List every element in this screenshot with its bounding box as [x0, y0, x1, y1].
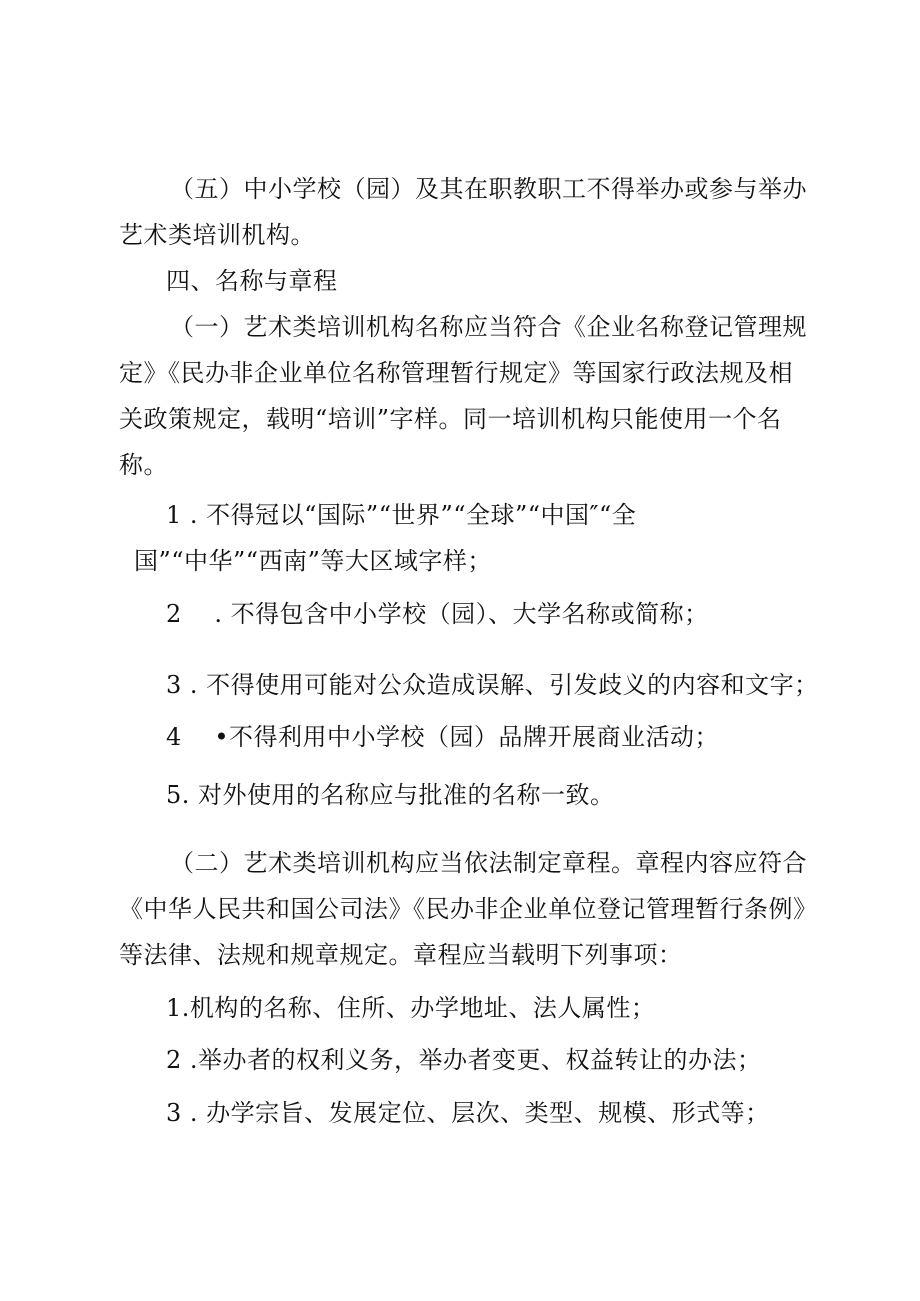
list-item: 3 . 不得使用可能对公众造成误解、引发歧义的内容和文字；: [166, 671, 819, 699]
paragraph-line: （一）艺术类培训机构名称应当符合《企业名称登记管理规: [170, 313, 807, 341]
paragraph-line: 艺术类培训机构。: [119, 221, 315, 249]
list-item-continuation: 国”“中华”“西南”等大区域字样；: [134, 547, 492, 575]
paragraph-line: 称。: [119, 451, 168, 479]
paragraph-line: 《中华人民共和国公司法》《民办非企业单位登记管理暂行条例》: [119, 895, 818, 923]
list-item: 3 . 办学宗旨、发展定位、层次、类型、规模、形式等；: [166, 1099, 770, 1127]
paragraph-line: 等法律、法规和规章规定。章程应当载明下列事项：: [119, 941, 683, 969]
list-item: 2 . 不得包含中小学校（园）、大学名称或简称；: [166, 600, 709, 628]
paragraph-line: 关政策规定，载明“培训”字样。同一培训机构只能使用一个名: [119, 405, 782, 433]
section-heading: 四、名称与章程: [166, 267, 338, 295]
paragraph-line: （五）中小学校（园）及其在职教职工不得举办或参与举办: [170, 175, 807, 203]
list-item: 5. 对外使用的名称应与批准的名称一致。: [166, 781, 615, 809]
list-item: 1.机构的名称、住所、办学地址、法人属性；: [166, 994, 656, 1022]
list-item: 2 .举办者的权利义务，举办者变更、权益转让的办法；: [166, 1046, 762, 1074]
list-item: 4 •不得利用中小学校（园）品牌开展商业活动；: [166, 723, 720, 751]
paragraph-line: （二）艺术类培训机构应当依法制定章程。章程内容应符合: [170, 849, 807, 877]
paragraph-line: 定》《民办非企业单位名称管理暂行规定》等国家行政法规及相: [119, 359, 793, 387]
list-item: 1 . 不得冠以“国际”“世界”“全球”“中国″“全: [166, 501, 637, 529]
